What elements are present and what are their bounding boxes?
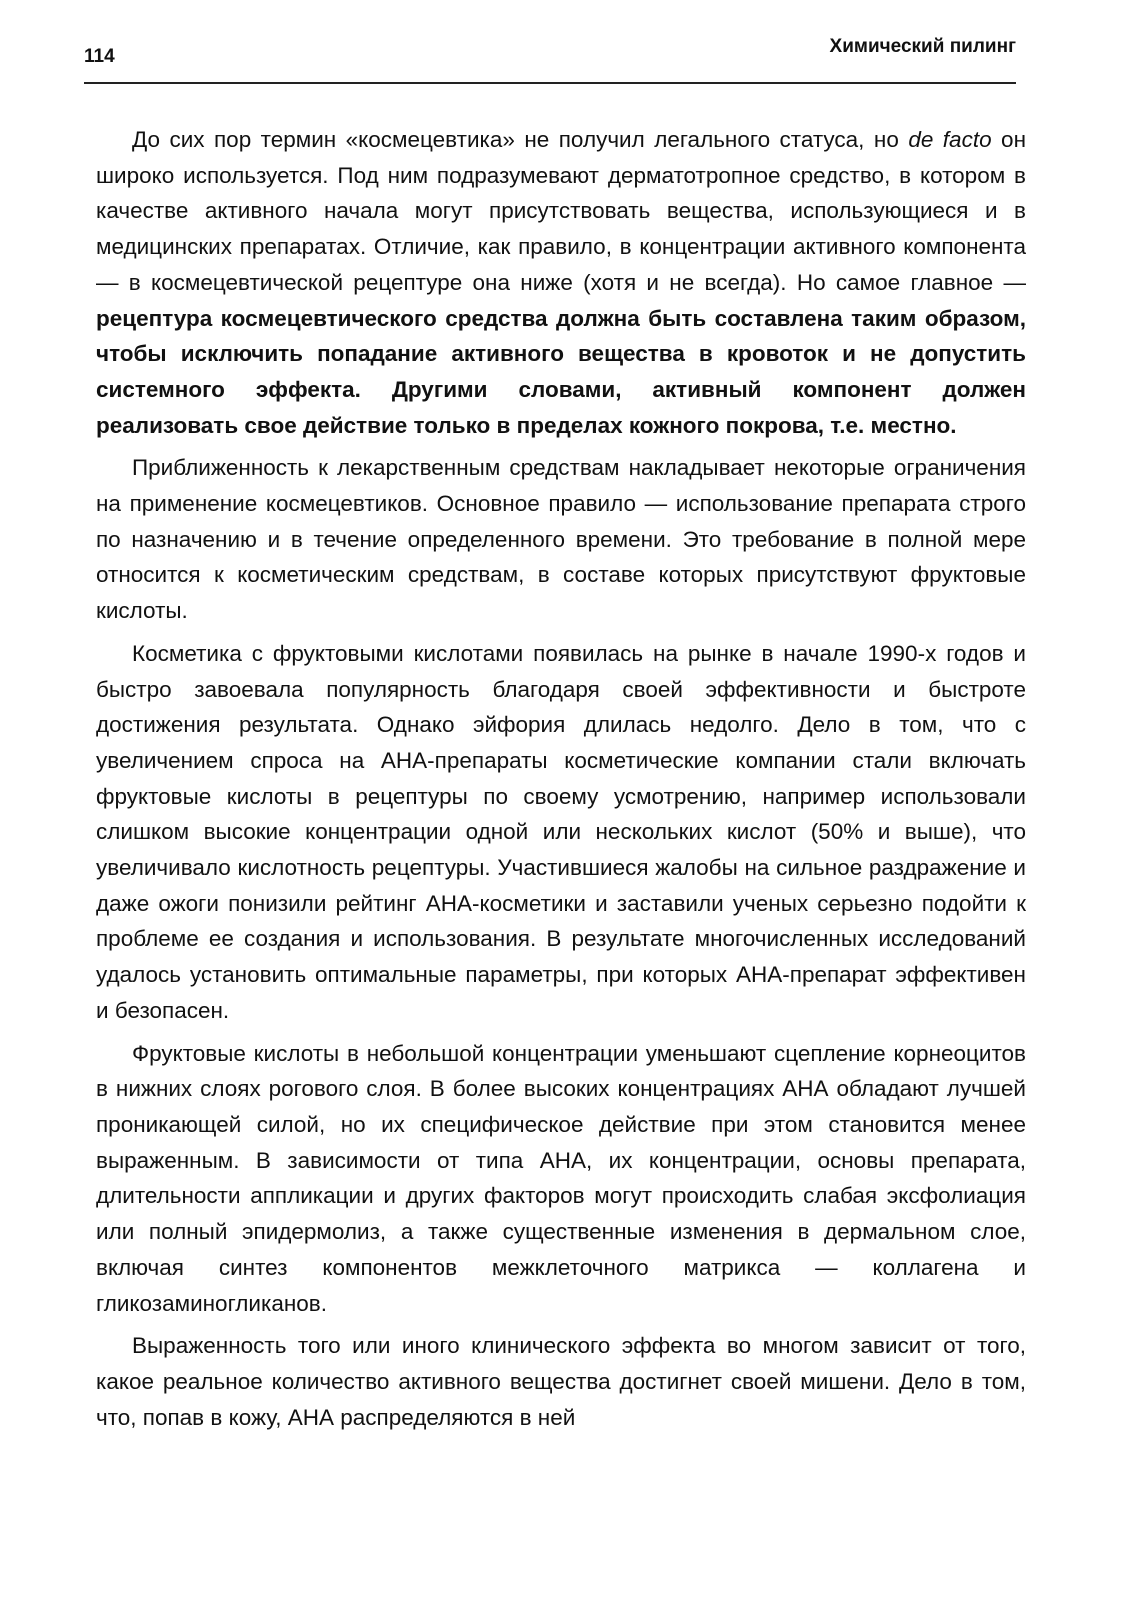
paragraph bbox=[96, 636, 1026, 1029]
text-run: Косметика с фруктовыми кислотами появилась на рынке в начале 1990-х годов и быстро завоевала популярность благодаря своей эффективности и быстроте достижения результата. Однако эйфория длилась недолго. Дело в том, что с увеличением спроса на АНА-препараты косметические компании стали включать фруктовые кислоты в рецептуры по своему усмотрению, например использовали слишком высокие концентрации одной или нескольких кислот (50% и выше), что увеличивало кислотность рецептуры. Участившиеся жалобы на сильное раздражение и даже ожоги понизили рейтинг АНА-косметики и заставили ученых серьезно подойти к проблеме ее создания и использования. В результате многочисленных исследований удалось установить оптимальные параметры, при которых АНА-препарат эффективен и безопасен. bbox=[96, 640, 1026, 1023]
text-run: Фруктовые кислоты в небольшой концентрации уменьшают сцепление корнеоцитов в нижних слоях рогового слоя. В более высоких концентрациях АНА обладают лучшей проникающей силой, но их специфическое действие при этом становится менее выраженным. В зависимости от типа АНА, их концентрации, основы препарата, длительности аппликации и других факторов могут происходить слабая эксфолиация или полный эпидермолиз, а также существенные изменения в дермальном слое, включая синтез компонентов межклеточного матрикса — коллагена и гликозаминогликанов. bbox=[96, 1040, 1026, 1316]
page-number: 114 bbox=[84, 46, 115, 67]
body-text bbox=[96, 122, 1026, 1442]
paragraph bbox=[96, 1328, 1026, 1435]
paragraph bbox=[96, 122, 1026, 443]
bold-text-run: рецептура космецевтического средства должна быть составлена таким образом, чтобы исключить попадание активного вещества в кровоток и не допустить системного эффекта. Другими словами, активный компонент должен реализовать свое действие только в пределах кожного покрова, т.е. местно. bbox=[96, 305, 1026, 438]
header-rule bbox=[84, 82, 1016, 84]
paragraph bbox=[96, 450, 1026, 629]
text-run: Приближенность к лекарственным средствам накладывает некоторые ограничения на применение космецевтиков. Основное правило — использование препарата строго по назначению и в течение определенного времени. Это требование в полной мере относится к косметическим средствам, в составе которых присутствуют фруктовые кислоты. bbox=[96, 455, 1026, 624]
text-run: До сих пор термин «космецевтика» не получил легального статуса, но bbox=[132, 127, 909, 152]
paragraph bbox=[96, 1036, 1026, 1322]
text-run: он широко используется. Под ним подразумевают дерматотропное средство, в котором в качестве активного начала могут присутствовать вещества, использующиеся и в медицинских препаратах. Отличие, как правило, в концентрации активного компонента — в космецевтической рецептуре она ниже (хотя и не всегда). Но самое главное — bbox=[96, 127, 1026, 295]
text-run: Выраженность того или иного клинического эффекта во многом зависит от того, какое реальное количество активного вещества достигнет своей мишени. Дело в том, что, попав в кожу, АНА распределяются в ней bbox=[96, 1333, 1026, 1430]
italic-text-run: de facto bbox=[908, 127, 992, 152]
running-title: Химический пилинг bbox=[829, 36, 1016, 57]
running-head bbox=[84, 34, 1016, 74]
